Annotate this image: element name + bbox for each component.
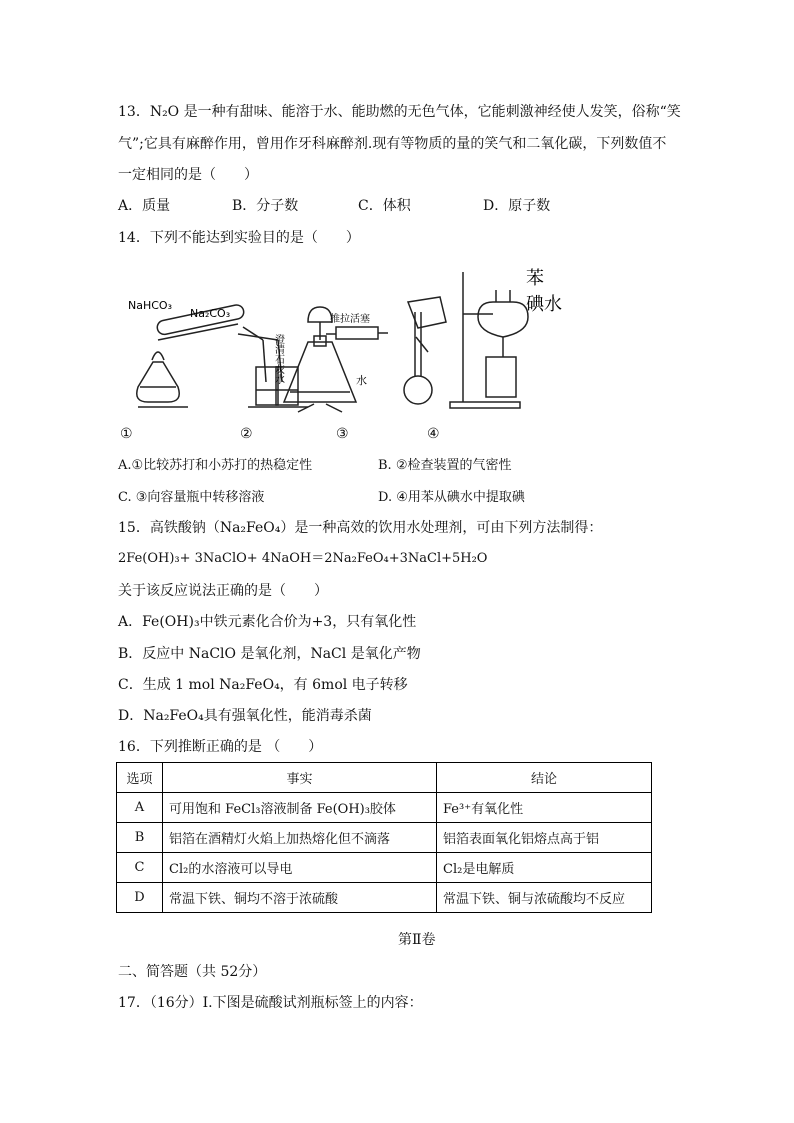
q14-caption-1: ① [120,426,133,442]
cell-conclusion: Cl₂是电解质 [437,853,652,883]
q15-option-b: B．反应中 NaClO 是氧化剂，NaCl 是氧化产物 [118,646,421,662]
header-fact: 事实 [163,763,437,793]
q13-line2: 气”;它具有麻醉作用，曾用作牙科麻醉剂.现有等物质的量的笑气和二氧化碳，下列数值不 [118,136,667,152]
cell-option: D [117,883,163,913]
q16-table [116,762,652,913]
q13-line1: 13．N₂O 是一种有甜味、能溶于水、能助燃的无色气体，它能刺激神经使人发笑，俗称“笑 [118,104,681,120]
q14-caption-4: ④ [427,426,440,442]
section-title: 二、简答题（共 52分） [118,964,267,980]
label-benzene: 苯 [526,268,544,289]
table-row [117,793,652,823]
header-option: 选项 [117,763,163,793]
label-nahco3: NaHCO₃ [128,299,172,312]
q14-option-c: C. ③向容量瓶中转移溶液 [118,490,265,505]
apparatus-3 [404,297,446,404]
q14-caption-2: ② [240,426,253,442]
table-row [117,853,652,883]
cell-conclusion: 铝箔表面氧化铝熔点高于铝 [437,823,652,853]
cell-fact: Cl₂的水溶液可以导电 [163,853,437,883]
apparatus-4 [450,272,528,408]
cell-fact: 可用饱和 FeCl₃溶液制备 Fe(OH)₃胶体 [163,793,437,823]
q14-apparatus-figure [118,262,578,417]
part2-title: 第Ⅱ卷 [398,932,436,948]
q13-option-d: D．原子数 [483,198,551,214]
q14-caption-3: ③ [336,426,349,442]
table-row [117,883,652,913]
label-na2co3: Na₂CO₃ [190,307,231,320]
q14-option-d: D. ④用苯从碘水中提取碘 [378,490,525,505]
q15-option-a: A．Fe(OH)₃中铁元素化合价为+3，只有氧化性 [118,614,417,630]
cell-option: C [117,853,163,883]
q13-line3: 一定相同的是（ ） [118,167,258,183]
cell-conclusion: 常温下铁、铜与浓硫酸均不反应 [437,883,652,913]
q13-option-b: B．分子数 [232,198,299,214]
q16-stem: 16．下列推断正确的是 （ ） [118,739,323,755]
label-limewater: 澄清石灰水 [272,334,284,384]
q15-ask: 关于该反应说法正确的是（ ） [118,583,328,599]
header-conclusion: 结论 [437,763,652,793]
q15-equation: 2Fe(OH)₃+ 3NaClO+ 4NaOH＝2Na₂FeO₄+3NaCl+5H₂O [118,551,488,566]
q15-option-c: C．生成 1 mol Na₂FeO₄，有 6mol 电子转移 [118,677,408,693]
q15-option-d: D．Na₂FeO₄具有强氧化性，能消毒杀菌 [118,708,372,724]
label-syringe: 推拉活塞 [330,314,370,325]
q17-stem: 17．（16分）Ⅰ.下图是硫酸试剂瓶标签上的内容： [118,995,423,1011]
table-row [117,823,652,853]
cell-fact: 铝箔在酒精灯火焰上加热熔化但不滴落 [163,823,437,853]
cell-conclusion: Fe³⁺有氧化性 [437,793,652,823]
label-water: 水 [356,374,367,387]
cell-fact: 常温下铁、铜均不溶于浓硫酸 [163,883,437,913]
q13-option-a: A．质量 [118,198,171,214]
q14-option-b: B. ②检查装置的气密性 [378,458,512,473]
label-iodine-water: 碘水 [526,294,562,315]
q15-stem: 15．高铁酸钠（Na₂FeO₄）是一种高效的饮用水处理剂，可由下列方法制得： [118,520,603,536]
table-header-row [117,763,652,793]
q13-option-c: C．体积 [358,198,411,214]
q14-option-a: A.①比较苏打和小苏打的热稳定性 [118,458,313,473]
q14-stem: 14．下列不能达到实验目的是（ ） [118,230,360,246]
cell-option: B [117,823,163,853]
cell-option: A [117,793,163,823]
